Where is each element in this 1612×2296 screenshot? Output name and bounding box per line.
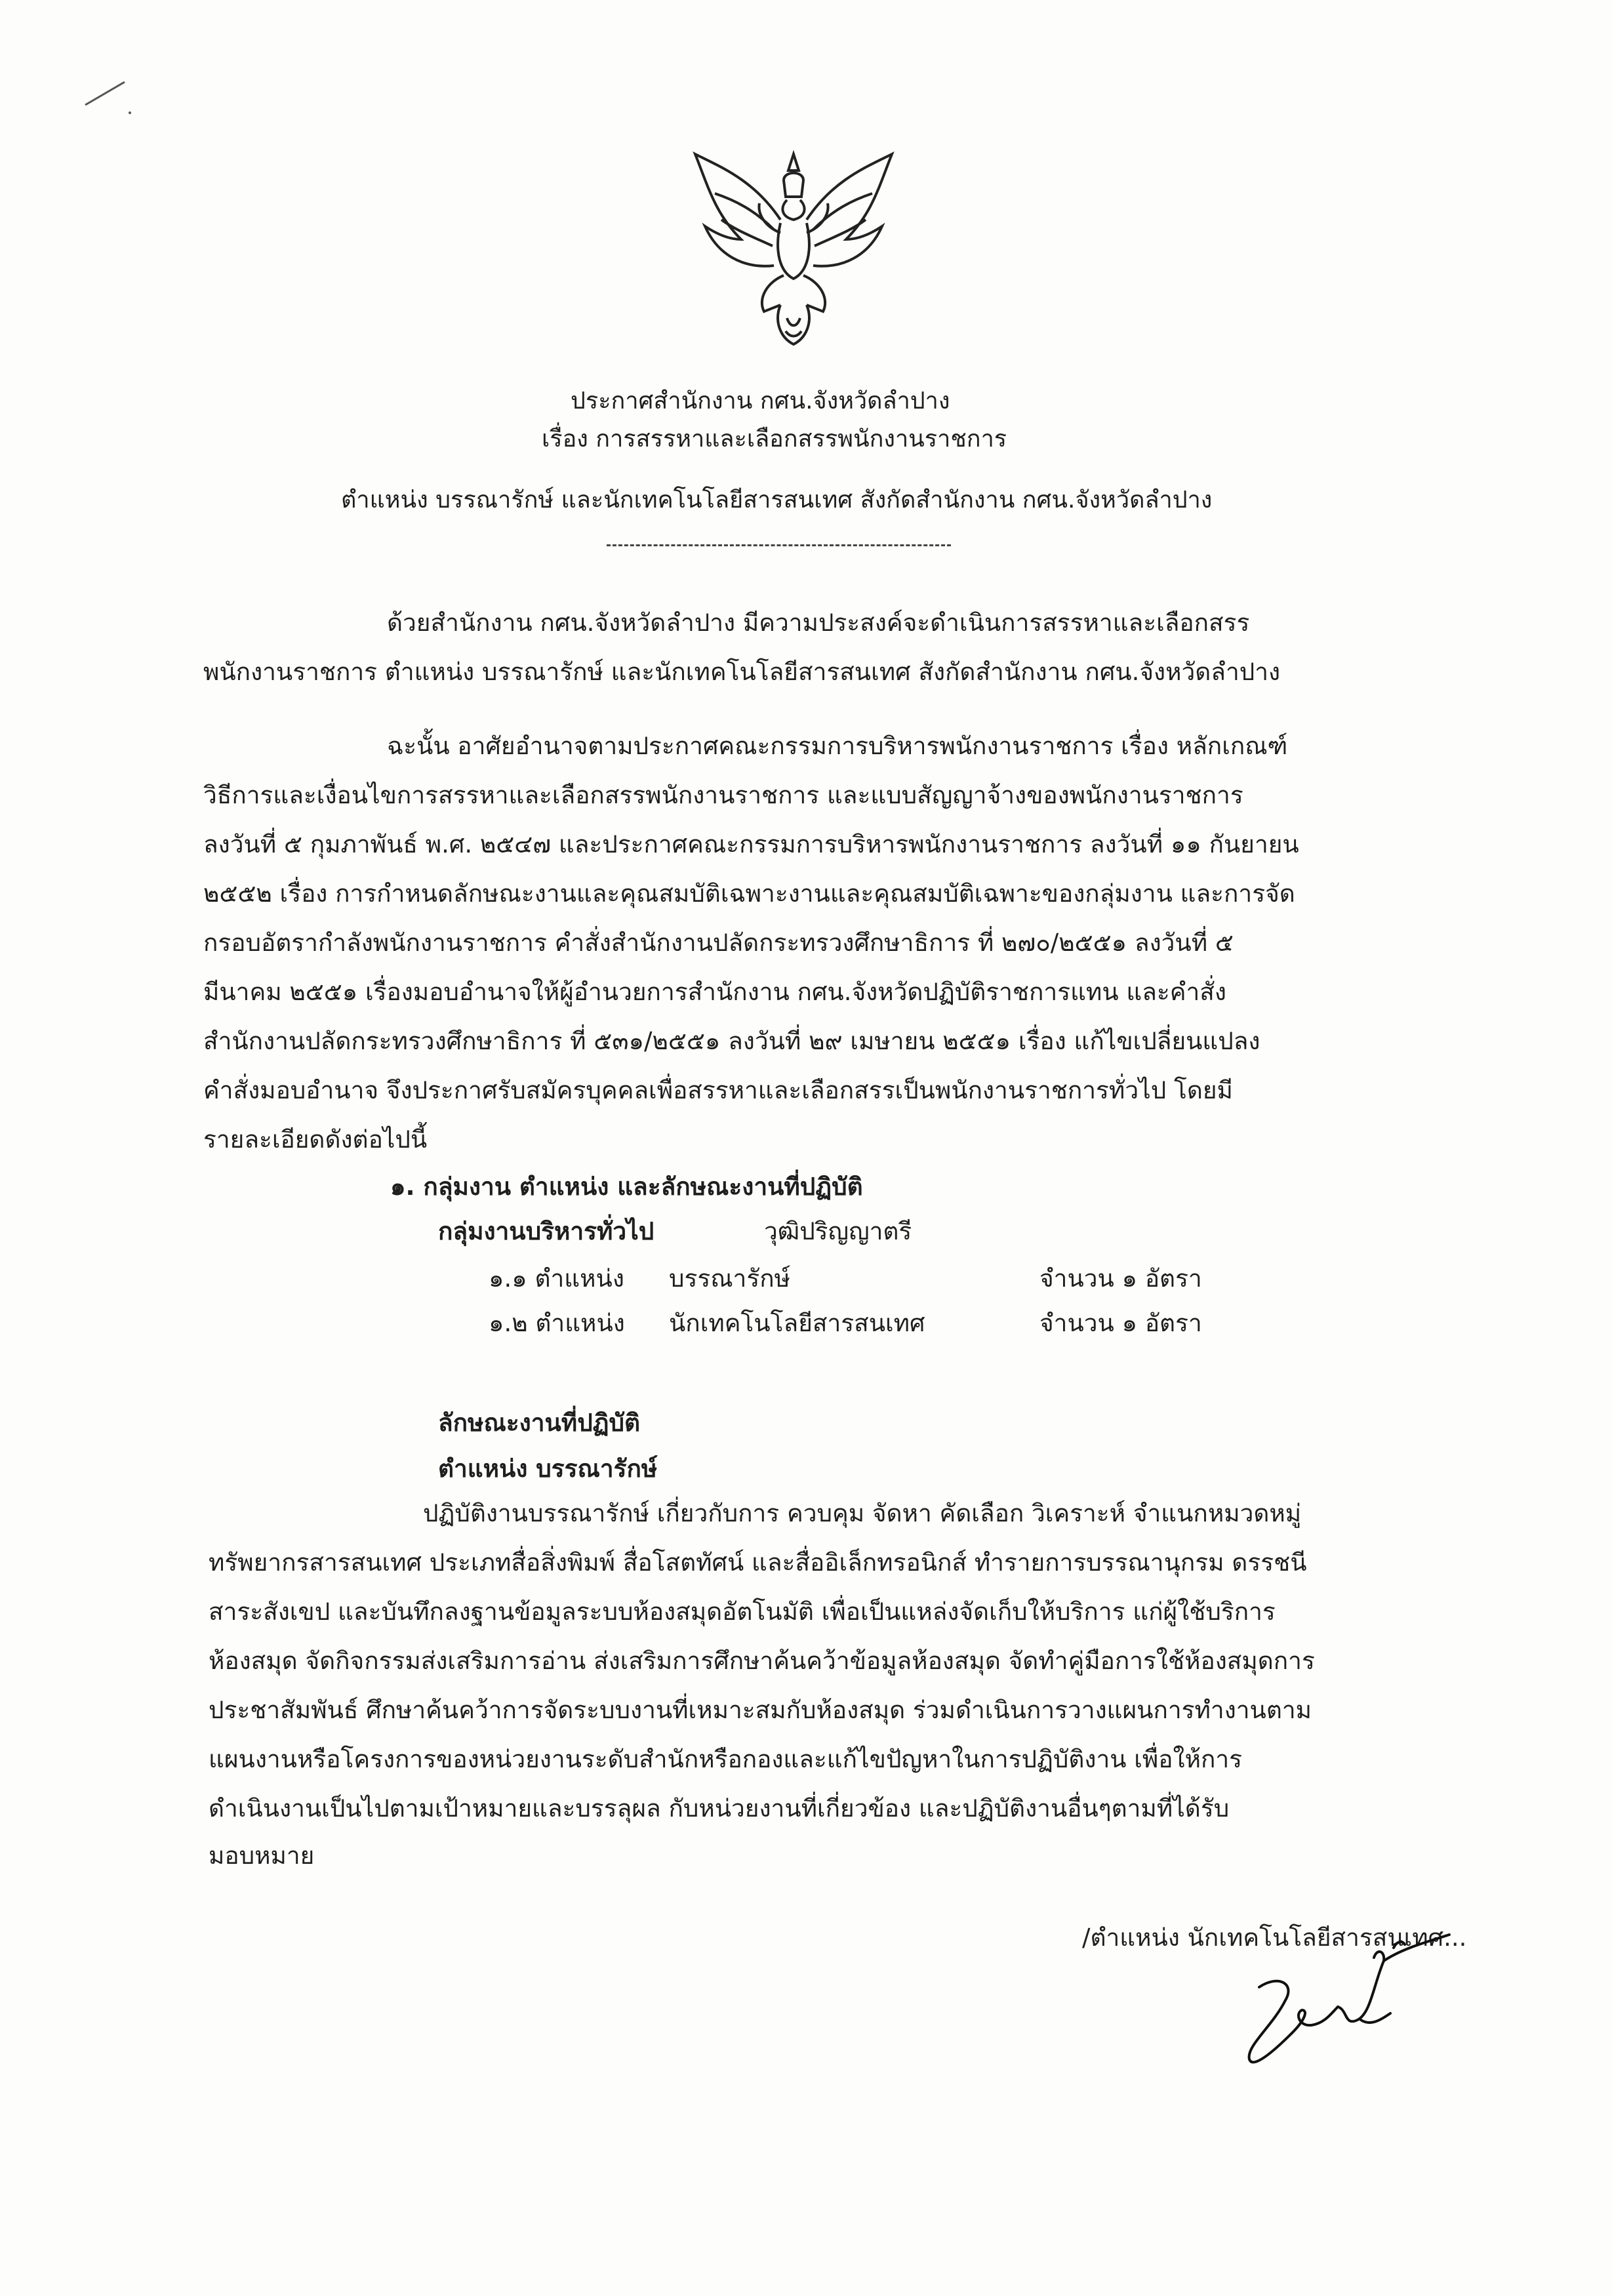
continuation-note: /ตำแหน่ง นักเทคโนโลยีสารสนเทศ... <box>1082 1923 1467 1952</box>
duty-line: ปฏิบัติงานบรรณารักษ์ เกี่ยวกับการ ควบคุม จัดหา คัดเลือก วิเคราะห์ จำแนกหมวดหมู่ <box>423 1499 1302 1527</box>
authority-line: คำสั่งมอบอำนาจ จึงประกาศรับสมัครบุคคลเพื่อสรรหาและเลือกสรรเป็นพนักงานราชการทั่วไป โดยมี <box>203 1076 1233 1104</box>
scratch-mark <box>79 66 144 118</box>
qualification: วุฒิปริญญาตรี <box>764 1217 912 1245</box>
section-heading: ๑. กลุ่มงาน ตำแหน่ง และลักษณะงานที่ปฏิบัติ <box>390 1173 863 1201</box>
duty-line: สาระสังเขป และบันทึกลงฐานข้อมูลระบบห้องสมุดอัตโนมัติ เพื่อเป็นแหล่งจัดเก็บให้บริการ แก่ผู้ใช้บริการ <box>209 1598 1276 1626</box>
position-count: จำนวน ๑ อัตรา <box>1039 1309 1202 1337</box>
position-title: นักเทคโนโลยีสารสนเทศ <box>669 1309 925 1337</box>
authority-line: ๒๕๕๒ เรื่อง การกำหนดลักษณะงานและคุณสมบัติเฉพาะงานและคุณสมบัติเฉพาะของกลุ่มงาน และการจัด <box>203 879 1295 908</box>
position-number: ๑.๒ ตำแหน่ง <box>489 1309 625 1337</box>
intro-line-2: พนักงานราชการ ตำแหน่ง บรรณารักษ์ และนักเทคโนโลยีสารสนเทศ สังกัดสำนักงาน กศน.จังหวัดลำปาง <box>203 658 1281 686</box>
duty-line: ทรัพยากรสารสนเทศ ประเภทสื่อสิ่งพิมพ์ สื่อโสตทัศน์ และสื่ออิเล็กทรอนิกส์ ทำรายการบรรณานุกรม ดรรชนี <box>209 1548 1307 1577</box>
header-separator <box>607 544 951 546</box>
duty-line: แผนงานหรือโครงการของหน่วยงานระดับสำนักหรือกองและแก้ไขปัญหาในการปฏิบัติงาน เพื่อให้การ <box>209 1745 1243 1773</box>
position-count: จำนวน ๑ อัตรา <box>1039 1264 1202 1293</box>
duties-heading: ลักษณะงานที่ปฏิบัติ <box>438 1409 641 1437</box>
authority-line: วิธีการและเงื่อนไขการสรรหาและเลือกสรรพนักงานราชการ และแบบสัญญาจ้างของพนักงานราชการ <box>203 781 1243 809</box>
announcement-positions: ตำแหน่ง บรรณารักษ์ และนักเทคโนโลยีสารสนเทศ สังกัดสำนักงาน กศน.จังหวัดลำปาง <box>341 487 1213 514</box>
authority-line: มีนาคม ๒๕๕๑ เรื่องมอบอำนาจให้ผู้อำนวยการสำนักงาน กศน.จังหวัดปฏิบัติราชการแทน และคำสั่ง <box>203 978 1226 1006</box>
duty-line: ประชาสัมพันธ์ ศึกษาค้นคว้าการจัดระบบงานที่เหมาะสมกับห้องสมุด ร่วมดำเนินการวางแผนการทำงานตาม <box>209 1696 1312 1724</box>
position-title: บรรณารักษ์ <box>669 1264 790 1293</box>
position-number: ๑.๑ ตำแหน่ง <box>489 1264 624 1293</box>
duty-line: ห้องสมุด จัดกิจกรรมส่งเสริมการอ่าน ส่งเสริมการศึกษาค้นคว้าข้อมูลห้องสมุด จัดทำคู่มือการใช้ห้องสมุดการ <box>209 1647 1315 1675</box>
duty-line: ดำเนินงานเป็นไปตามเป้าหมายและบรรลุผล กับหน่วยงานที่เกี่ยวข้อง และปฏิบัติงานอื่นๆตามที่ได้รับ <box>209 1794 1230 1823</box>
work-group: กลุ่มงานบริหารทั่วไป <box>438 1217 655 1245</box>
authority-line: สำนักงานปลัดกระทรวงศึกษาธิการ ที่ ๕๓๑/๒๕๕๑ ลงวันที่ ๒๙ เมษายน ๒๕๕๑ เรื่อง แก้ไขเปลี่ยนแปลง <box>203 1027 1260 1055</box>
authority-line: ฉะนั้น อาศัยอำนาจตามประกาศคณะกรรมการบริหารพนักงานราชการ เรื่อง หลักเกณฑ์ <box>387 732 1288 760</box>
garuda-emblem-icon <box>682 141 905 351</box>
intro-line-1: ด้วยสำนักงาน กศน.จังหวัดลำปาง มีความประสงค์จะดำเนินการสรรหาและเลือกสรร <box>387 609 1250 637</box>
authority-line: รายละเอียดดังต่อไปนี้ <box>203 1125 428 1154</box>
announcement-title: ประกาศสำนักงาน กศน.จังหวัดลำปาง <box>571 388 950 414</box>
signature <box>1233 1922 1469 2072</box>
authority-line: กรอบอัตรากำลังพนักงานราชการ คำสั่งสำนักงานปลัดกระทรวงศึกษาธิการ ที่ ๒๗๐/๒๕๕๑ ลงวันที่ ๕ <box>203 929 1234 957</box>
duties-position: ตำแหน่ง บรรณารักษ์ <box>438 1455 658 1483</box>
authority-line: ลงวันที่ ๕ กุมภาพันธ์ พ.ศ. ๒๕๔๗ และประกาศคณะกรรมการบริหารพนักงานราชการ ลงวันที่ ๑๑ กันยายน <box>203 830 1299 858</box>
duty-line: มอบหมาย <box>209 1842 315 1870</box>
announcement-subject: เรื่อง การสรรหาและเลือกสรรพนักงานราชการ <box>542 426 1007 453</box>
